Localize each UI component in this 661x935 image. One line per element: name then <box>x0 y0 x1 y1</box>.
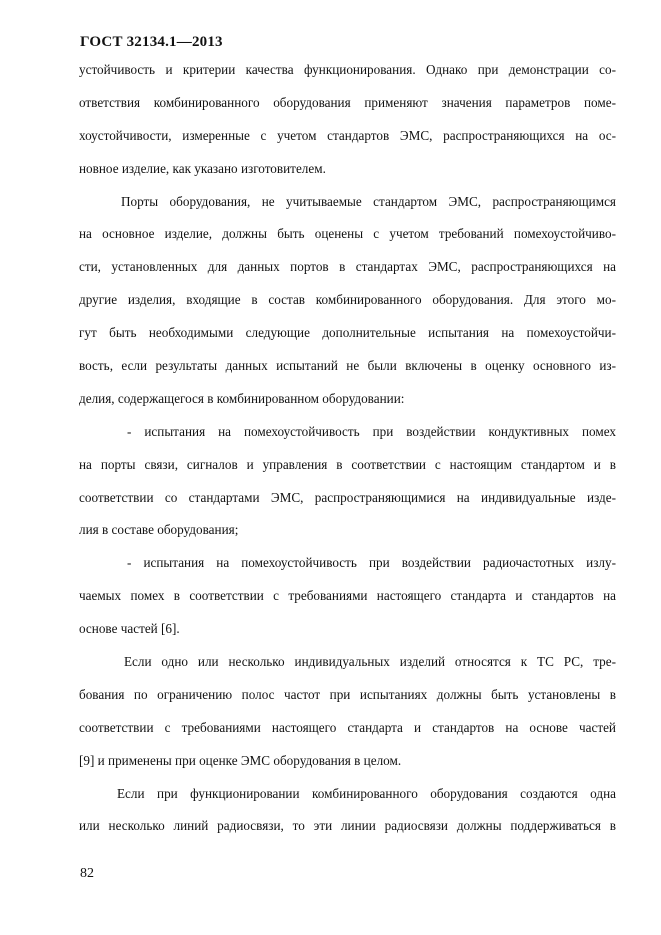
text-line: или несколько линий радиосвязи, то эти линии радиосвязи должны поддерживаться в <box>79 818 616 834</box>
text-line: новное изделие, как указано изготовителем. <box>79 160 326 176</box>
text-line: другие изделия, входящие в состав комбинированного оборудования. Для этого мо- <box>79 292 616 308</box>
text-line: на порты связи, сигналов и управления в соответствии с настоящим стандартом и в <box>79 456 616 472</box>
text-line: Если одно или несколько индивидуальных изделий относятся к ТС РС, тре- <box>124 654 616 670</box>
text-line: - испытания на помехоустойчивость при воздействии кондуктивных помех <box>127 423 616 439</box>
text-line: гут быть необходимыми следующие дополнительные испытания на помехоустойчи- <box>79 325 616 341</box>
text-line: соответствии со стандартами ЭМС, распространяющимися на индивидуальные изде- <box>79 489 616 505</box>
body-text <box>79 54 616 843</box>
text-line: соответствии с требованиями настоящего стандарта и стандартов на основе частей <box>79 719 616 735</box>
page-number: 82 <box>80 866 94 881</box>
text-line: хоустойчивости, измеренные с учетом стандартов ЭМС, распространяющихся на ос- <box>79 127 616 143</box>
text-line: делия, содержащегося в комбинированном оборудовании: <box>79 390 405 406</box>
text-line: Порты оборудования, не учитываемые стандартом ЭМС, распространяющимся <box>121 193 616 209</box>
text-line: чаемых помех в соответствии с требованиями настоящего стандарта и стандартов на <box>79 588 616 604</box>
text-line: устойчивость и критерии качества функционирования. Однако при демонстрации со- <box>79 62 616 77</box>
text-line: Если при функционировании комбинированного оборудования создаются одна <box>117 785 616 801</box>
text-line: на основное изделие, должны быть оценены с учетом требований помехоустойчиво- <box>79 226 616 242</box>
text-line: лия в составе оборудования; <box>79 522 239 538</box>
text-line: - испытания на помехоустойчивость при воздействии радиочастотных излу- <box>127 555 616 571</box>
text-line: сти, установленных для данных портов в стандартах ЭМС, распространяющихся на <box>79 259 616 275</box>
text-line: ответствия комбинированного оборудования применяют значения параметров поме- <box>79 94 616 110</box>
standard-header: ГОСТ 32134.1—2013 <box>80 34 223 50</box>
text-line: бования по ограничению полос частот при испытаниях должны быть установлены в <box>79 686 616 702</box>
text-line: основе частей [6]. <box>79 621 180 637</box>
text-line: вость, если результаты данных испытаний не были включены в оценку основного из- <box>79 358 616 374</box>
text-line: [9] и применены при оценке ЭМС оборудования в целом. <box>79 752 402 768</box>
